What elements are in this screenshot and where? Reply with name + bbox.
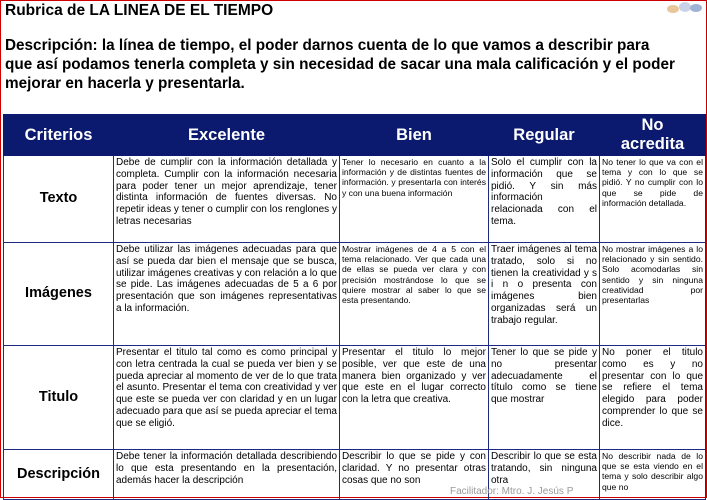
criterio-cell: Descripción — [4, 450, 114, 500]
bien-cell: Describir lo que se pide y con claridad. Y no presentar otras cosas que no son — [340, 450, 489, 500]
corner-logo-icon — [661, 0, 705, 14]
header-excelente: Excelente — [114, 115, 340, 156]
regular-cell: Tener lo que se pide y no presentar adecuadamente el título como se tiene que mostrar — [489, 346, 600, 450]
no-acredita-cell: No mostrar imágenes a lo relacionado y sin sentido. Solo acomodarlas sin sentido y sin ninguna creatividad por presentarlas — [600, 243, 706, 346]
no-acredita-cell: No tener lo que va con el tema y con lo que se pidió. Y no cumplir con lo que se pide de información detallada. — [600, 156, 706, 243]
bien-cell: Tener lo necesario en cuanto a la información y de distintas fuentes de información. y presentarla con interés y con una buena información — [340, 156, 489, 243]
criterio-cell: Imágenes — [4, 243, 114, 346]
description — [5, 36, 705, 93]
footer-text: Facilitador: Mtro. J. Jesús P — [450, 486, 574, 497]
table-row — [4, 243, 706, 346]
bien-cell: Mostrar imágenes de 4 a 5 con el tema relacionado. Ver que cada una de ellas se pueda ver clara y con precisión mostrándose lo que se quiere mostrar al saber lo que se esta presentando. — [340, 243, 489, 346]
criterio-cell: Titulo — [4, 346, 114, 450]
header-row — [4, 115, 706, 156]
excelente-cell: Debe de cumplir con la información detallada y completa. Cumplir con la información necesaria para poder tener un mejor aprendizaje, tener distinta información de fuentes diversas. No repetir ideas y tener o cumplir con los renglones y letras necesarias — [114, 156, 340, 243]
description-line: que así podamos tenerla completa y sin necesidad de sacar una mala calificación y el poder — [5, 56, 675, 73]
page-title: Rubrica de LA LINEA DE EL TIEMPO — [5, 2, 274, 19]
table-row — [4, 450, 706, 500]
no-acredita-cell: No poner el titulo como es y no presentar con lo que se refiere el tema elegido para poder comprender lo que se dice. — [600, 346, 706, 450]
no-acredita-cell: No describir nada de lo que se esta viendo en el tema y solo describir algo que no — [600, 450, 706, 500]
excelente-cell: Debe tener la información detallada describiendo lo que esta presentando en la presentación, además hacer la descripción — [114, 450, 340, 500]
header-bien: Bien — [340, 115, 489, 156]
header-no-acredita: No acredita — [600, 115, 706, 156]
excelente-cell: Debe utilizar las imágenes adecuadas para que así se pueda dar bien el mensaje que se busca, utilizar imágenes creativas y con relación a lo que se pide. Las imágenes adecuadas de 5 a 6 por presentación que son imágenes representativas a la información. — [114, 243, 340, 346]
rubric-table — [3, 114, 706, 500]
table-row — [4, 346, 706, 450]
bien-cell: Presentar el titulo lo mejor posible, ver que este de una manera bien organizado y ver que este en el lugar correcto con la letra que creativa. — [340, 346, 489, 450]
excelente-cell: Presentar el titulo tal como es como principal y con letra centrada la cual se pueda ver bien y se pueda apreciar al momento de ver de lo que trata el asunto. Presentar el tema con creatividad y ver que este se pueda ver con claridad y en un lugar adecuado para que así se pueda apreciar el tema que se eligió. — [114, 346, 340, 450]
description-line: Descripción: la línea de tiempo, el poder darnos cuenta de lo que vamos a describir para — [5, 37, 650, 54]
regular-cell: Solo el cumplir con la información que se pidió. Y sin más información relacionada con el tema. — [489, 156, 600, 243]
regular-cell: Describir lo que se esta tratando, sin ninguna otra — [489, 450, 600, 500]
header-regular: Regular — [489, 115, 600, 156]
criterio-cell: Texto — [4, 156, 114, 243]
header-criterios: Criterios — [4, 115, 114, 156]
description-line: mejorar en hacerla y presentarla. — [5, 75, 245, 92]
regular-cell: Traer imágenes al tema tratado, solo si no tienen la creatividad y s i n o presenta con imágenes bien organizadas será un trabajo regular. — [489, 243, 600, 346]
table-row — [4, 156, 706, 243]
